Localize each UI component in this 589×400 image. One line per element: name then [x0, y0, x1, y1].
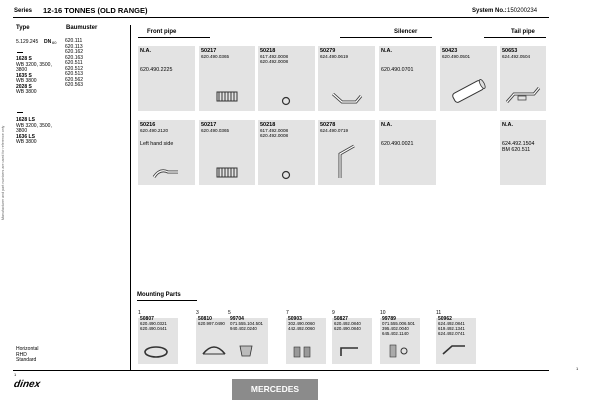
mounting-part-icon	[142, 342, 170, 360]
part-card[interactable]	[199, 46, 255, 111]
part-card[interactable]	[500, 46, 546, 111]
tail-pipe-rule	[484, 37, 546, 38]
side-note: Manufacturer and part numbers are used for reference only	[1, 125, 5, 220]
part-note: 624.492.1504 BM 620.511	[502, 141, 535, 153]
type-line: WB 3200, 3500,	[16, 122, 52, 129]
front-pipe-rule	[138, 37, 210, 38]
type-line: 1636 LS	[16, 133, 35, 140]
mounting-part-icon	[290, 342, 318, 360]
part-number: 50279	[320, 48, 336, 54]
page-number-left: 1	[14, 372, 17, 377]
part-number: N.A.	[381, 122, 392, 128]
part-number: 50810	[198, 316, 212, 322]
engine-code: 5.129.245	[16, 39, 39, 45]
axle-icon	[17, 110, 23, 113]
system-value: 150200234	[507, 8, 538, 14]
part-number: N.A.	[502, 122, 513, 128]
mounting-part-card[interactable]	[138, 318, 178, 364]
mounting-part-card[interactable]	[380, 318, 420, 364]
clamp-icon	[213, 88, 241, 106]
front-pipe-heading: Front pipe	[147, 29, 177, 35]
type-line: 620.162	[65, 49, 84, 55]
part-oem-numbers: 620.997.0490	[198, 321, 225, 326]
part-oem-numbers: 071.555.006.501 395.402.0040 645.402.1140	[382, 321, 415, 336]
pipe-icon	[330, 90, 364, 106]
type-line: 620.512	[65, 65, 84, 72]
mounting-part-icon	[440, 342, 468, 360]
gasket-icon	[280, 170, 292, 180]
part-card[interactable]	[318, 46, 375, 111]
part-card[interactable]	[440, 46, 497, 111]
part-number: 50216	[140, 122, 156, 128]
part-number: 50217	[201, 122, 217, 128]
part-number: 50218	[260, 122, 276, 128]
mounting-index: 1	[138, 310, 141, 316]
pipe-icon	[332, 140, 362, 182]
system-label: System No.:	[472, 8, 507, 14]
part-number: 50962	[438, 316, 452, 322]
part-oem-numbers: 617.492.0008 620.492.0008	[260, 54, 289, 64]
type-line: 620.111	[65, 38, 83, 44]
part-oem-numbers: 624.492.0504	[502, 54, 531, 59]
part-oem-numbers: 620.490.0365	[201, 128, 230, 133]
tail-pipe-heading: Tail pipe	[511, 29, 535, 35]
type-line: 620.562	[65, 76, 84, 83]
page-number-right: 1	[576, 366, 579, 371]
type-line: 620.163	[65, 54, 84, 61]
part-card[interactable]	[258, 120, 315, 185]
header-rule	[13, 17, 549, 18]
series-value: 12-16 TONNES (OLD RANGE)	[43, 6, 148, 15]
type-line: WB 3800	[16, 78, 37, 84]
footer-rule	[13, 370, 549, 371]
type-group-2	[16, 118, 52, 146]
type-line: WB 3800	[16, 139, 37, 145]
part-oem-numbers: 620.490.2120	[140, 128, 169, 133]
part-oem-numbers: 071.555.104.501 940.402.0240	[230, 321, 263, 331]
part-number: 50653	[502, 48, 518, 54]
part-note: Left hand side	[140, 141, 174, 147]
type-header: Type	[16, 25, 30, 31]
flange-pipe-icon	[152, 166, 180, 180]
mounting-index: 11	[436, 310, 442, 316]
mounting-heading: Mounting Parts	[137, 292, 181, 298]
type-group-1	[16, 57, 52, 96]
type-line: WB 3200, 3500,	[16, 61, 52, 68]
part-card[interactable]	[138, 46, 195, 111]
mounting-part-icon	[232, 342, 260, 360]
part-oem-numbers: 624.490.0619	[320, 54, 349, 59]
part-oem-numbers: 620.490.0321 620.490.0441	[140, 321, 167, 331]
gasket-icon	[280, 96, 292, 106]
mounting-index: 3	[196, 310, 199, 316]
footer-line: RHD	[16, 351, 27, 358]
part-number: 50423	[442, 48, 458, 54]
type-line: 3800	[16, 67, 28, 73]
dinex-logo: dinex	[13, 379, 42, 390]
baumuster-header: Baumuster	[66, 25, 98, 31]
baumuster-list	[65, 39, 83, 89]
tailpipe-icon	[504, 84, 542, 106]
type-line: 1628 LS	[16, 117, 35, 123]
part-number: 50278	[320, 122, 336, 128]
silencer-rule	[340, 37, 432, 38]
part-oem-numbers: 624.490.0719	[320, 128, 349, 133]
mounting-part-icon	[200, 342, 228, 360]
part-number: 50807	[140, 316, 154, 322]
part-oem-numbers: 620.490.0501	[442, 54, 471, 59]
clamp-icon	[213, 164, 241, 182]
part-number: N.A.	[140, 48, 151, 54]
config-footer	[16, 347, 39, 364]
mounting-rule	[137, 300, 197, 301]
type-line: 3800	[16, 128, 28, 134]
part-card[interactable]	[500, 120, 546, 185]
series-label: Series	[14, 8, 33, 14]
part-card[interactable]	[258, 46, 315, 111]
dn-value: 60	[52, 40, 57, 45]
part-oem-numbers: 620.490.0365	[201, 54, 230, 59]
part-note: 620.490.2225	[140, 67, 173, 73]
part-number: N.A.	[381, 48, 392, 54]
dn-label: DN	[44, 39, 52, 45]
part-card[interactable]	[379, 46, 436, 111]
part-oem-numbers: 302.490.0060 442.492.0060	[288, 321, 315, 331]
part-card[interactable]	[318, 120, 375, 185]
silencer-icon	[448, 76, 490, 106]
type-line: 1635 S	[16, 72, 32, 79]
part-oem-numbers: 620.492.0840 620.490.0840	[334, 321, 361, 331]
mounting-part-card[interactable]	[332, 318, 372, 364]
part-card[interactable]	[138, 120, 195, 185]
type-line: 1628 S	[16, 56, 32, 62]
mounting-part-icon	[384, 342, 412, 360]
mounting-part-card[interactable]	[228, 318, 268, 364]
part-oem-numbers: 617.492.0008 620.492.0008	[260, 128, 289, 138]
mounting-index: 5	[228, 310, 231, 316]
mounting-part-card[interactable]	[436, 318, 476, 364]
mounting-index: 9	[332, 310, 335, 316]
mounting-part-card[interactable]	[286, 318, 326, 364]
part-oem-numbers: 624.492.0841 619.492.1341 624.492.0741	[438, 321, 465, 336]
axle-icon	[17, 50, 23, 53]
footer-line: Standard	[16, 357, 37, 363]
type-line: 620.113	[65, 43, 83, 50]
part-number: 50217	[201, 48, 217, 54]
part-number: 50827	[334, 316, 348, 322]
footer-line: Horizontal	[16, 346, 39, 352]
part-note: 620.490.0701	[381, 67, 414, 73]
mounting-index: 10	[380, 310, 386, 316]
part-note: 620.490.0021	[381, 141, 414, 147]
type-line: 620.511	[65, 60, 83, 66]
part-card[interactable]	[199, 120, 255, 185]
column-divider	[130, 25, 131, 370]
type-line: WB 3800	[16, 89, 37, 95]
type-line: 2028 S	[16, 83, 32, 90]
mounting-index: 7	[286, 310, 289, 316]
type-line: 620.513	[65, 71, 84, 77]
part-number: 50903	[288, 316, 302, 322]
type-line: 620.563	[65, 82, 84, 88]
brand-banner: MERCEDES	[232, 379, 318, 400]
part-card[interactable]	[379, 120, 436, 185]
mounting-part-icon	[336, 342, 364, 360]
part-number: 99704	[230, 316, 244, 322]
part-number: 99789	[382, 316, 396, 322]
silencer-heading: Silencer	[394, 29, 418, 35]
part-number: 50218	[260, 48, 276, 54]
